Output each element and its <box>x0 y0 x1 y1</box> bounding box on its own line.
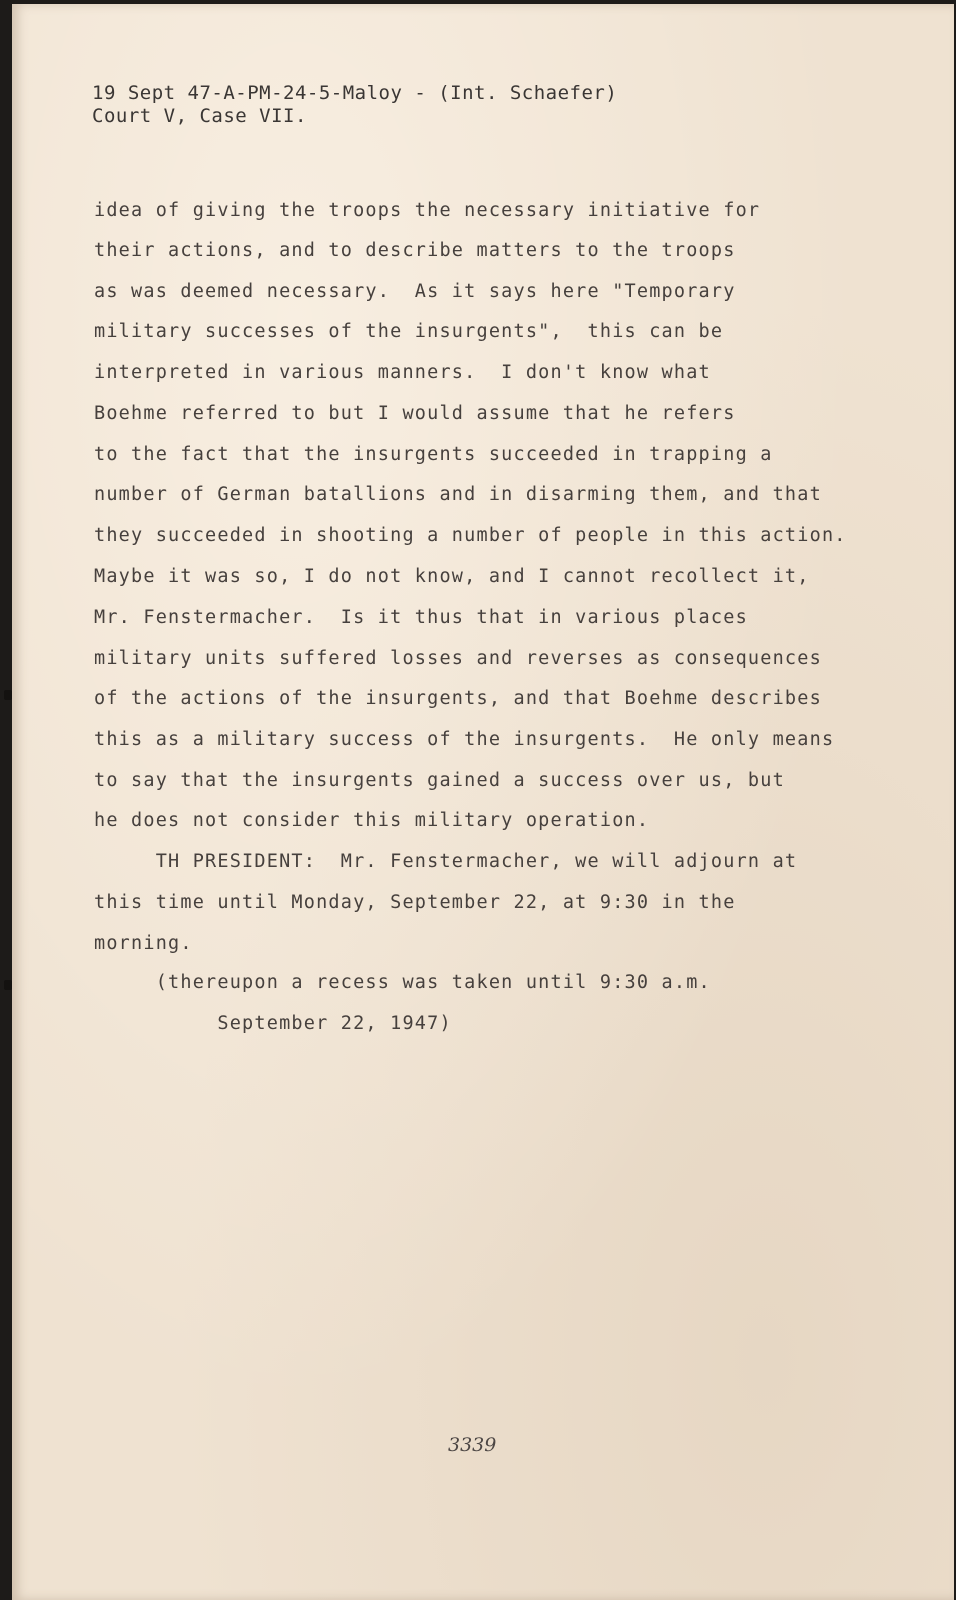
header-line-2: Court V, Case VII. <box>92 105 307 127</box>
header-line-1: 19 Sept 47-A-PM-24-5-Maloy - (Int. Schaefer) <box>92 82 618 104</box>
body-line: to say that the insurgents gained a success over us, but <box>94 770 785 791</box>
body-line: number of German batallions and in disarming them, and that <box>94 484 822 505</box>
body-line: this time until Monday, September 22, at 9:30 in the <box>94 892 736 913</box>
binding-mark <box>4 690 12 700</box>
body-line: military successes of the insurgents", this can be <box>94 321 724 342</box>
body-line: their actions, and to describe matters to the troops <box>94 240 736 261</box>
body-line: September 22, 1947) <box>94 1013 452 1034</box>
body-line: interpreted in various manners. I don't know what <box>94 362 711 383</box>
body-line: military units suffered losses and reverses as consequences <box>94 648 822 669</box>
page-number: 3339 <box>448 1434 497 1456</box>
body-line: morning. <box>94 933 193 954</box>
body-line: Maybe it was so, I do not know, and I cannot recollect it, <box>94 566 810 587</box>
body-line: of the actions of the insurgents, and that Boehme describes <box>94 688 822 709</box>
body-line: to the fact that the insurgents succeeded in trapping a <box>94 444 773 465</box>
binding-mark <box>4 980 12 990</box>
body-line: Boehme referred to but I would assume that he refers <box>94 403 736 424</box>
document-header <box>92 82 617 128</box>
body-line: idea of giving the troops the necessary initiative for <box>94 200 761 221</box>
body-line: this as a military success of the insurgents. He only means <box>94 729 835 750</box>
body-line: Mr. Fenstermacher. Is it thus that in various places <box>94 607 748 628</box>
document-page <box>12 4 954 1600</box>
body-line: he does not consider this military operation. <box>94 810 650 831</box>
body-line: TH PRESIDENT: Mr. Fenstermacher, we will adjourn at <box>94 851 798 872</box>
body-line: (thereupon a recess was taken until 9:30 a.m. <box>94 972 711 993</box>
body-line: they succeeded in shooting a number of people in this action. <box>94 525 847 546</box>
body-line: as was deemed necessary. As it says here "Temporary <box>94 281 736 302</box>
